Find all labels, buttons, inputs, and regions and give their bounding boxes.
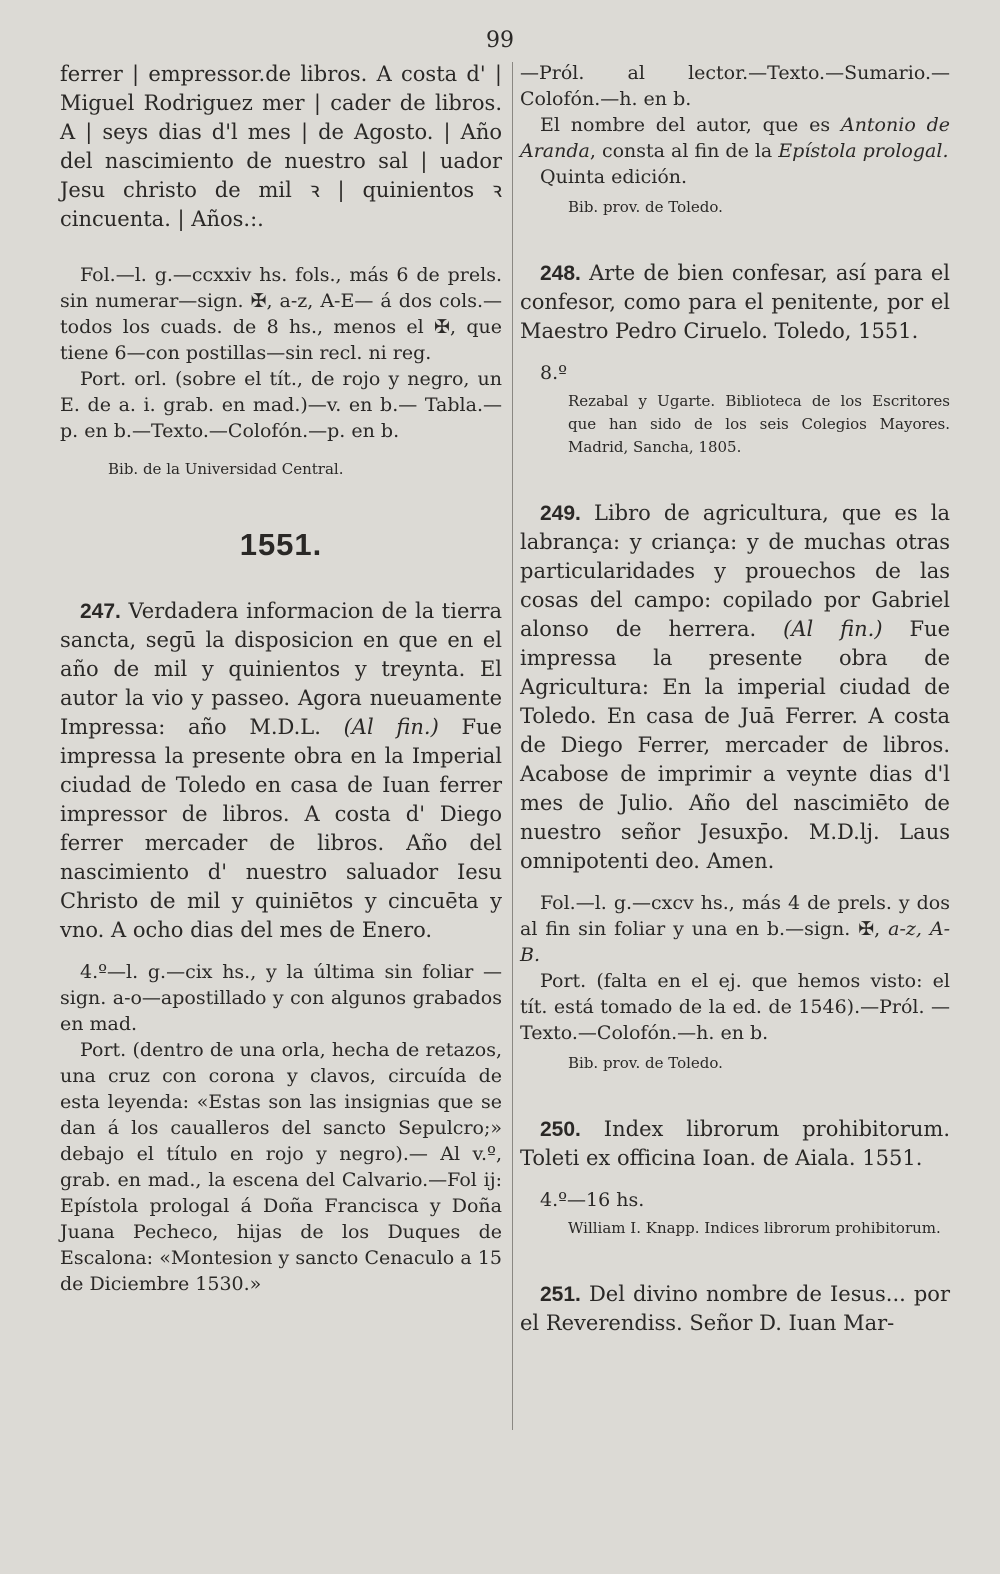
entry-250-reference: William I. Knapp. Indices librorum prohibitorum. bbox=[568, 1219, 941, 1237]
continued-colophon: ferrer | empressor.de libros. A costa d' | Miguel Rodriguez mer | cader de libros. A | seys dias d'l mes | de Agosto. | Año del nascimiento de nuestro sal | uador Jesu christo de mil ꝛ | quinientos ꝛ cincuenta. | Años.:. bbox=[60, 62, 502, 231]
entry-249-title: 249. Libro de agricultura, que es la labrança: y criança: y de muchas otras particularidades y prouechos de las cosas del campo: copilado por Gabriel alonso de herrera. (Al fin.) Fue impressa la presente obra de Agricultura: En la imperial ciudad de Toledo. En casa de Juā Ferrer. A costa de Diego Ferrer, mercader de libros. Acabose de imprimir a veynte dias d'l mes de Julio. Año del nascimiēto de nuestro señor Jesuxp̄o. M.D.lj. Laus omnipotenti deo. Amen. bbox=[520, 501, 951, 873]
entry-247 bbox=[60, 597, 502, 1297]
entry-251 bbox=[520, 1280, 950, 1338]
entry-249-collation: Fol.—l. g.—cxcv hs., más 4 de prels. y dos al fin sin foliar y una en b.—sign. ✠, a-z, A-B. bbox=[520, 892, 950, 966]
entry-248-format: 8.º bbox=[540, 362, 568, 384]
left-column bbox=[60, 60, 502, 1297]
entry-247-title-page: Port. (dentro de una orla, hecha de retazos, una cruz con corona y clavos, circuída de esta leyenda: «Estas son las insignias que se dan á los caualleros del sancto Sepulcro;» debajo el título en rojo y negro).— Al v.º, grab. en mad., la escena del Calvario.—Fol ij: Epístola prologal á Doña Francisca y Doña Juana Pecheco, hijas de los Duques de Escalona: «Montesion y sancto Cenaculo a 15 de Diciembre 1530.» bbox=[60, 1039, 502, 1295]
entry-251-title: 251. Del divino nombre de Iesus... por el Reverendiss. Señor D. Iuan Mar- bbox=[520, 1282, 950, 1335]
entry-248-reference: Rezabal y Ugarte. Biblioteca de los Escritores que han sido de los seis Colegios Mayores. Madrid, Sancha, 1805. bbox=[568, 392, 950, 456]
continued-collation: —Pról. al lector.—Texto.—Sumario.—Colofón.—h. en b. bbox=[520, 62, 950, 110]
right-column bbox=[520, 60, 950, 1338]
entry-number: 250. bbox=[540, 1118, 581, 1141]
author-note: El nombre del autor, que es Antonio de Aranda, consta al fin de la Epístola prologal. bbox=[520, 114, 950, 162]
column-divider bbox=[512, 62, 513, 1430]
year-heading: 1551. bbox=[239, 527, 323, 562]
entry-number: 249. bbox=[540, 502, 581, 525]
entry-number: 247. bbox=[80, 600, 121, 623]
entry-250 bbox=[520, 1115, 950, 1240]
entry-250-format: 4.º—16 hs. bbox=[540, 1189, 645, 1211]
entry-247-collation: 4.º—l. g.—cix hs., y la última sin foliar —sign. a-o—apostillado y con algunos grabados en mad. bbox=[60, 961, 502, 1035]
entry-number: 251. bbox=[540, 1283, 581, 1306]
page-number: 99 bbox=[486, 28, 514, 53]
entry-249 bbox=[520, 499, 950, 1075]
collation-description: Fol.—l. g.—ccxxiv hs. fols., más 6 de prels. sin numerar—sign. ✠, a-z, A-E— á dos cols.—todos los cuads. de 8 hs., menos el ✠, que tiene 6—con postillas—sin recl. ni reg. bbox=[60, 264, 502, 364]
entry-number: 248. bbox=[540, 262, 581, 285]
library-reference: Bib. prov. de Toledo. bbox=[568, 198, 723, 216]
entry-250-title: 250. Index librorum prohibitorum. Toleti ex officina Ioan. de Aiala. 1551. bbox=[520, 1117, 950, 1170]
edition-note: Quinta edición. bbox=[540, 166, 688, 188]
title-page-description: Port. orl. (sobre el tít., de rojo y negro, un E. de a. i. grab. en mad.)—v. en b.— Tabla.—p. en b.—Texto.—Colofón.—p. en b. bbox=[60, 368, 502, 442]
entry-248 bbox=[520, 259, 950, 459]
library-reference: Bib. de la Universidad Central. bbox=[108, 460, 344, 478]
entry-247-title: 247. Verdadera informacion de la tierra sancta, segū la disposicion en que en el año de mil y quinientos y treynta. El autor la vio y passeo. Agora nueuamente Impressa: año M.D.L. (Al fin.) Fue impressa la presente obra en la Imperial ciudad de Toledo en casa de Iuan ferrer impressor de libros. A costa d' Diego ferrer mercader de libros. Año del nascimiento d' nuestro saluador Iesu Christo de mil y quiniētos y cincuēta y vno. A ocho dias del mes de Enero. bbox=[60, 599, 502, 942]
entry-249-title-page: Port. (falta en el ej. que hemos visto: el tít. está tomado de la ed. de 1546).—Pról. —Texto.—Colofón.—h. en b. bbox=[520, 970, 950, 1044]
entry-249-reference: Bib. prov. de Toledo. bbox=[568, 1054, 723, 1072]
entry-248-title: 248. Arte de bien confesar, así para el confesor, como para el penitente, por el Maestro Pedro Ciruelo. Toledo, 1551. bbox=[520, 261, 950, 343]
